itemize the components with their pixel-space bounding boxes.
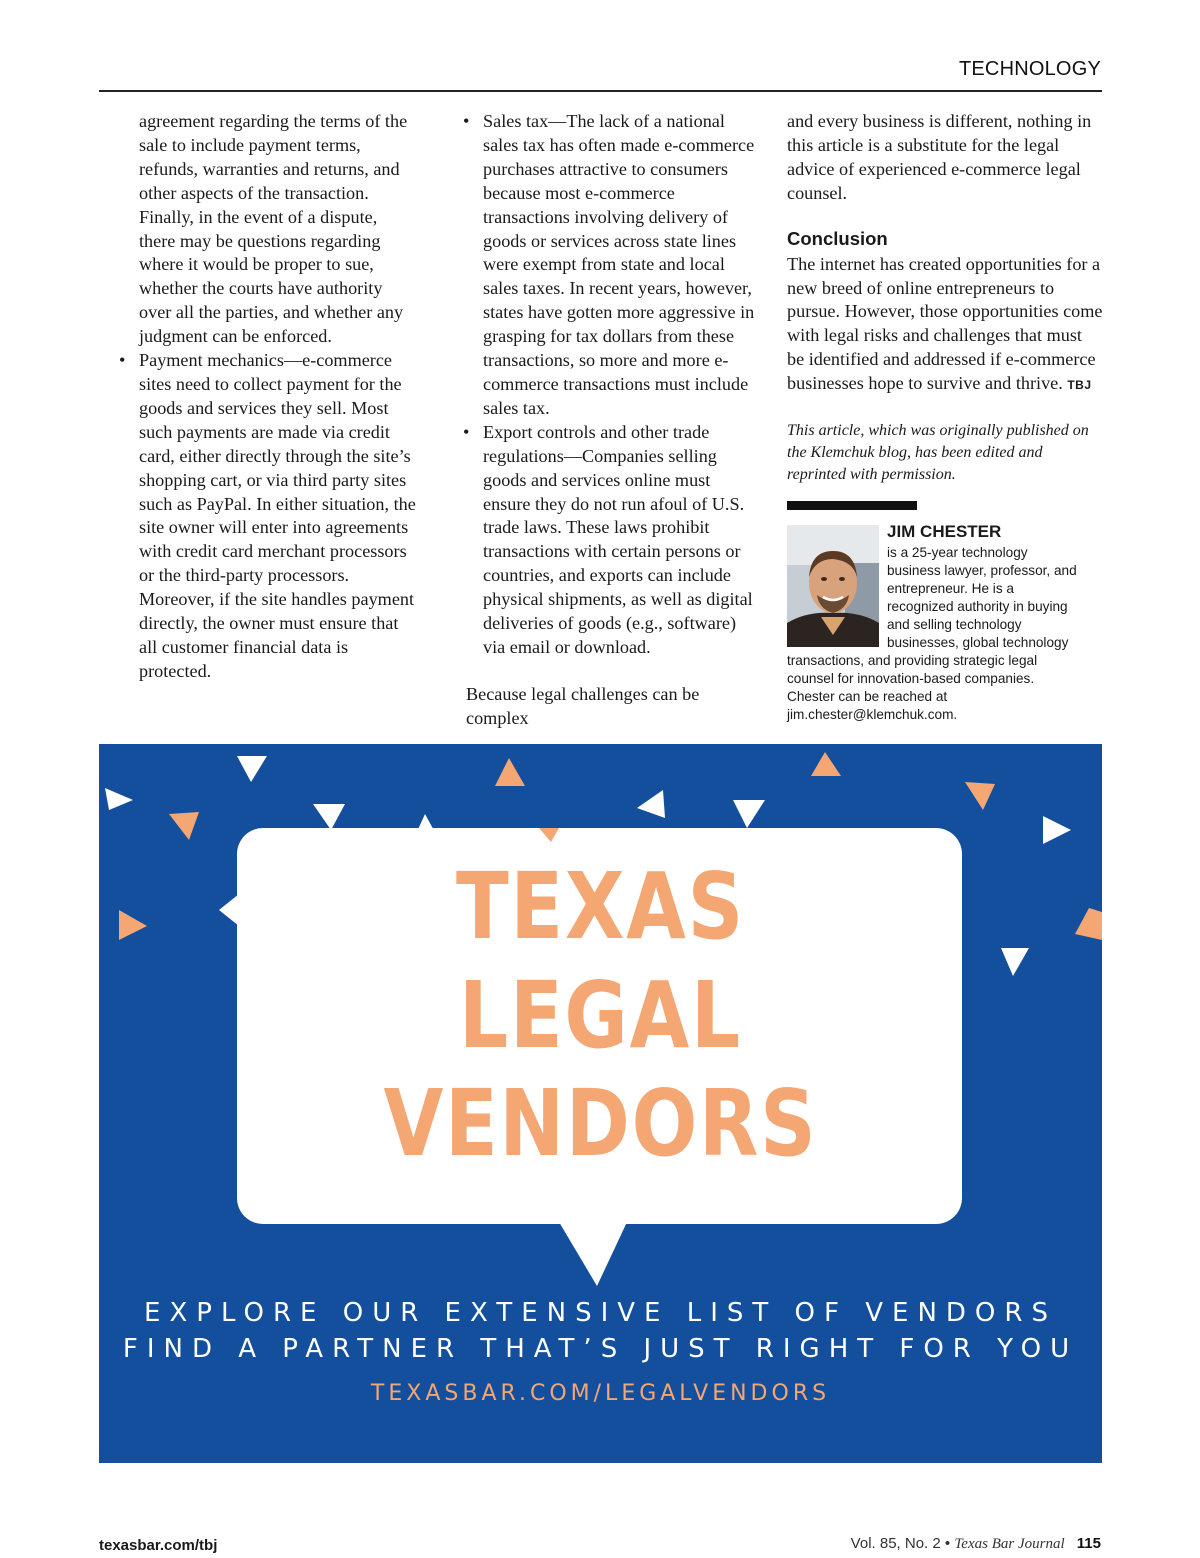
page-number: 115 bbox=[1076, 1535, 1101, 1552]
paragraph-continued: agreement regarding the terms of the sale to include payment terms, refunds, warranties and returns, and other aspects of the transaction. Finally, in the event of a dispute, there may be questions regarding where it would be proper to sue, whether the courts have authority over all the parties, and whether any judgment can be enforced. bbox=[139, 111, 408, 347]
author-bio bbox=[787, 544, 1077, 724]
author-bio-text: is a 25-year technology business lawyer, professor, and entrepreneur. He is a recognized authority in buying and selling technology businesses, global technology transactions, and providing strategic legal counsel for innovation-based companies. Chester can be reached at jim.chester@klemchuk.com. bbox=[787, 545, 1077, 722]
ad-title-vendors: VENDORS bbox=[383, 1070, 818, 1177]
bullet-text: Sales tax—The lack of a national sales tax has often made e-commerce purchases attractive to consumers because most e-commerce transactions involving delivery of goods or services across state lines were exempt from state and local sales taxes. In recent years, however, states have gotten more aggressive in grasping for tax dollars from these transactions, so more and more e-commerce transactions must include sales tax. bbox=[483, 111, 755, 418]
bullet-export-controls bbox=[461, 421, 761, 660]
article-column-2 bbox=[461, 110, 761, 731]
legal-vendors-ad[interactable] bbox=[99, 744, 1102, 1463]
publication-note: This article, which was originally published on the Klemchuk blog, has been edited and reprinted with permission. bbox=[787, 422, 1089, 484]
bullet-text: Export controls and other trade regulations—Companies selling goods and services online must ensure they do not run afoul of U.S. trade laws. These laws prohibit transactions with certain persons or countries, and exports can include physical shipments, as well as digital deliveries of goods (e.g., software) via email or download. bbox=[483, 421, 753, 657]
footer-site-link[interactable]: texasbar.com/tbj bbox=[99, 1537, 218, 1554]
ad-tagline-1: EXPLORE OUR EXTENSIVE LIST OF VENDORS bbox=[144, 1298, 1057, 1328]
section-label: TECHNOLOGY bbox=[958, 58, 1101, 80]
author-name: JIM CHESTER bbox=[887, 522, 1002, 541]
bullet-text: Payment mechanics—e-commerce sites need to collect payment for the goods and services they sell. Most such payments are made via credit card, either directly through the site’s shopping cart, or via third party sites such as PayPal. In either situation, the site owner will enter into agreements with credit card merchant processors or the third-party processors. Moreover, if the site handles payment directly, the owner must ensure that all customer financial data is protected. bbox=[139, 350, 416, 681]
ad-title-legal: LEGAL bbox=[459, 962, 742, 1069]
footer-volume: Vol. 85, No. 2 bbox=[850, 1535, 941, 1552]
ad-title-texas: TEXAS bbox=[456, 853, 745, 960]
ad-url-link[interactable]: TEXASBAR.COM/LEGALVENDORS bbox=[370, 1381, 831, 1406]
paragraph-legal-challenges: Because legal challenges can be complex bbox=[466, 683, 700, 728]
bullet-icon: • bbox=[463, 111, 470, 131]
conclusion-text: The internet has created opportunities for a new breed of online entrepreneurs to pursue. However, those opportunities come with legal risks and challenges that must be identified and addressed if e-commerce businesses hope to survive and thrive. bbox=[787, 253, 1103, 394]
bio-divider-bar bbox=[787, 501, 917, 510]
footer-folio bbox=[851, 1535, 1101, 1553]
bullet-payment-mechanics bbox=[117, 349, 417, 684]
end-mark: TBJ bbox=[1067, 378, 1092, 393]
conclusion-heading: Conclusion bbox=[787, 227, 888, 249]
ad-tagline-2: FIND A PARTNER THAT’S JUST RIGHT FOR YOU bbox=[122, 1334, 1079, 1364]
article-column-1 bbox=[117, 110, 417, 684]
bullet-sales-tax bbox=[461, 110, 761, 421]
footer-journal: Texas Bar Journal bbox=[954, 1536, 1065, 1552]
footer-separator: • bbox=[944, 1535, 951, 1552]
header-rule bbox=[99, 90, 1102, 92]
article-column-3 bbox=[787, 110, 1103, 486]
bullet-icon: • bbox=[463, 421, 470, 442]
bullet-icon: • bbox=[119, 350, 126, 371]
conclusion-paragraph bbox=[787, 253, 1103, 398]
paragraph-continued: and every business is different, nothing in this article is a substitute for the legal advice of experienced e-commerce legal counsel. bbox=[787, 111, 1092, 203]
